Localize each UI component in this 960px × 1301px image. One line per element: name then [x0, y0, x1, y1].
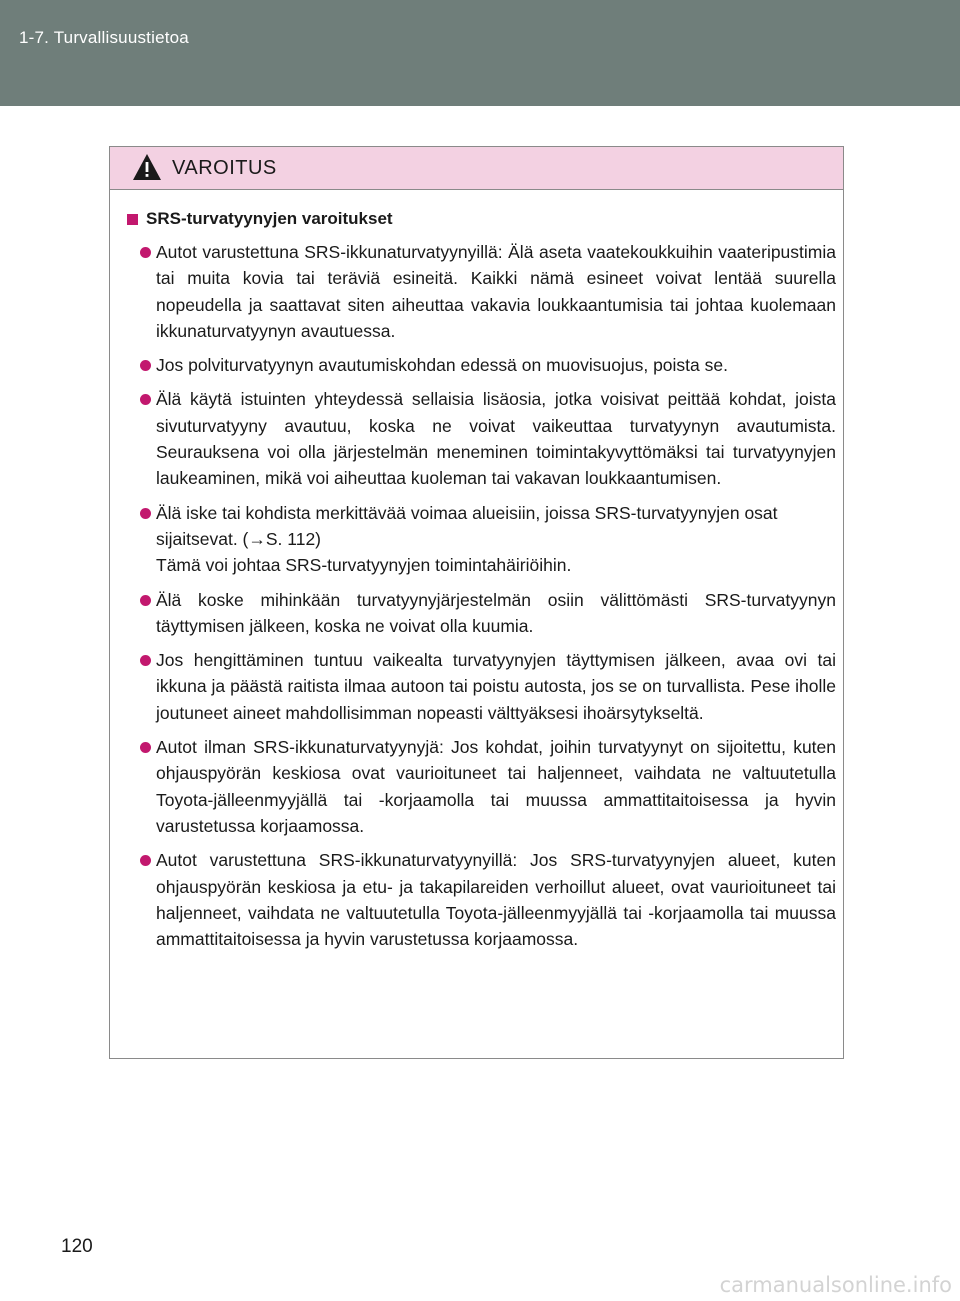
- warning-item-text: Jos hengittäminen tuntuu vaikealta turvatyynyjen täyttymisen jälkeen, avaa ovi tai ikkuna ja päästä raitista ilmaa autoon tai poistu autosta, jos se on turvallista. Pese iholle joutuneet aineet mahdollisimman nopeasti välttyäksesi ihoärsytykseltä.: [156, 650, 836, 723]
- warning-header: [110, 147, 843, 190]
- warning-item: [127, 734, 836, 839]
- warning-box: [109, 146, 844, 1059]
- warning-item: [127, 847, 836, 952]
- warning-subheading-text: SRS-turvatyynyjen varoitukset: [146, 209, 393, 228]
- page-number: 120: [61, 1236, 93, 1257]
- section-title: 1-7. Turvallisuustietoa: [19, 28, 189, 47]
- warning-item-text: Älä käytä istuinten yhteydessä sellaisia lisäosia, jotka voisivat peittää kohdat, joista sivuturvatyyny avautuu, koska ne voivat vaikeuttaa turvatyynyn avautumista. Seurauksena voi olla järjestelmän meneminen toimintakyvyttömäksi tai turvatyynyjen laukeaminen, mikä voi aiheuttaa kuoleman tai vakavan loukkaantumisen.: [156, 389, 836, 489]
- section-header-band: [0, 0, 960, 106]
- warning-item-text: Autot varustettuna SRS-ikkunaturvatyynyillä: Älä aseta vaatekoukkuihin vaateripustimia tai muita kovia tai teräviä esineitä. Kaikki nämä esineet voivat lentää suurella nopeudella ja saattavat siten aiheuttaa vakavia loukkaantumisia tai johtaa kuolemaan ikkunaturvatyynyn avautuessa.: [156, 242, 836, 341]
- watermark: carmanualsonline.info: [719, 1273, 952, 1297]
- warning-item: [127, 587, 836, 640]
- bullet-dot-icon: [140, 855, 151, 866]
- warning-item-text: Autot ilman SRS-ikkunaturvatyynyjä: Jos kohdat, joihin turvatyynyt on sijoitettu, kuten ohjauspyörän keskiosa ovat vaurioituneet tai haljenneet, vaihdata ne valtuutetulla Toyota-jälleenmyyjällä tai -korjaamolla tai muussa ammattitaitoisessa ja hyvin varustetussa korjaamossa.: [156, 737, 836, 836]
- bullet-dot-icon: [140, 394, 151, 405]
- bullet-dot-icon: [140, 247, 151, 258]
- warning-body: [110, 190, 843, 952]
- warning-item: [127, 386, 836, 491]
- warning-item-text: Älä koske mihinkään turvatyynyjärjestelmän osiin välittömästi SRS-turvatyynyn täyttymisen jälkeen, koska ne voivat olla kuumia.: [156, 589, 836, 636]
- warning-triangle-icon: [132, 153, 162, 181]
- warning-item-text: Älä iske tai kohdista merkittävää voimaa alueisiin, joissa SRS-turvatyynyjen osat sijaitsevat. (→S. 112) Tämä voi johtaa SRS-turvatyynyjen toimintahäiriöihin.: [156, 502, 778, 576]
- bullet-dot-icon: [140, 360, 151, 371]
- warning-item-text: Jos polviturvatyynyn avautumiskohdan edessä on muovisuojus, poista se.: [156, 355, 728, 376]
- warning-title: VAROITUS: [172, 157, 277, 179]
- bullet-dot-icon: [140, 595, 151, 606]
- warning-item: [127, 647, 836, 726]
- warning-item-text: Autot varustettuna SRS-ikkunaturvatyynyillä: Jos SRS-turvatyynyjen alueet, kuten ohjauspyörän keskiosa ja etu- ja takapilareiden verhoillut alueet, ovat vaurioituneet tai haljenneet, vaihdata ne valtuutetulla Toyota-jälleenmyyjällä tai -korjaamolla tai muussa ammattitaitoisessa ja hyvin varustetussa korjaamossa.: [156, 850, 836, 950]
- bullet-dot-icon: [140, 655, 151, 666]
- square-bullet-icon: [127, 214, 138, 225]
- bullet-dot-icon: [140, 742, 151, 753]
- warning-item: [127, 239, 836, 344]
- warning-item: [127, 500, 836, 579]
- bullet-dot-icon: [140, 508, 151, 519]
- warning-item: [127, 352, 836, 378]
- warning-subheading: [127, 208, 836, 230]
